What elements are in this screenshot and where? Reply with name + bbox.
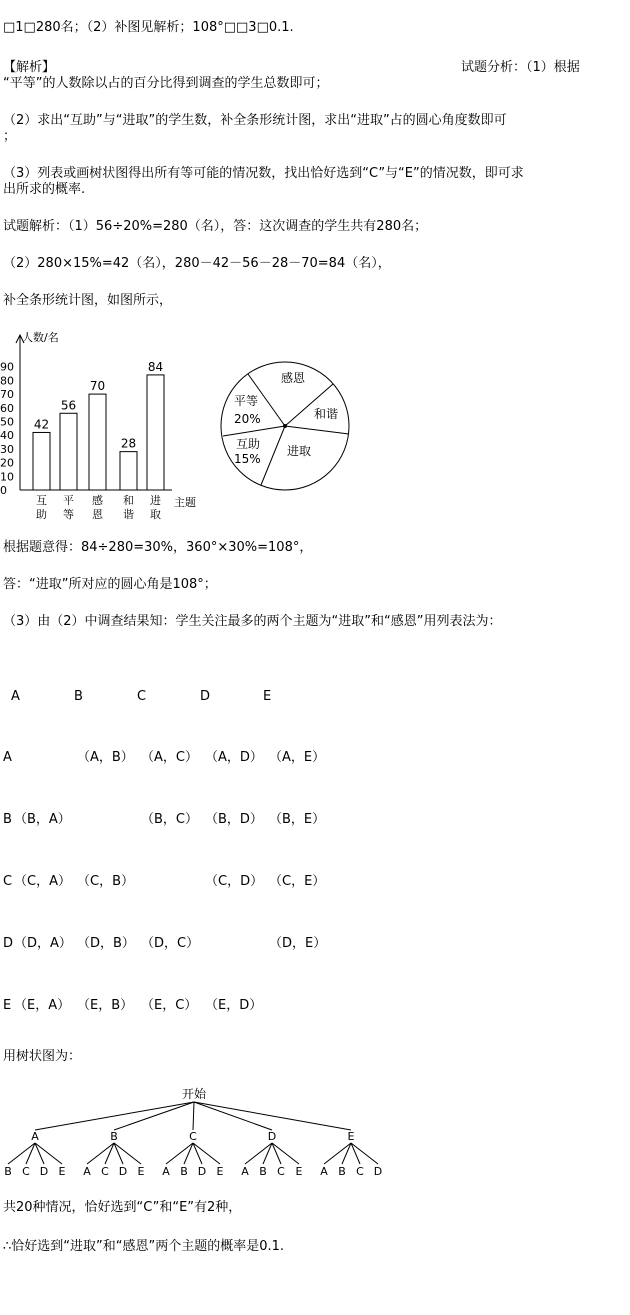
pie-chart [218,360,358,494]
x-tick-label: 助 [36,508,47,521]
solution-part-1: 试题解析：（1）56÷20%=280（名），答：这次调查的学生共有280名； [3,219,428,234]
y-tick-label: 90 [0,360,14,374]
tree-branch-node: B [110,1130,118,1143]
pie-label-hexie: 和谐 [314,407,339,421]
analysis-step-2: （2）求出“互助”与“进取”的学生数，补全条形统计图，求出“进取”占的圆心角度数即可 [3,113,507,128]
table-cell: （A，E） [269,750,326,765]
x-tick-label: 平 [63,494,74,507]
table-cell: （B，E） [269,812,326,827]
table-cell: （B，D） [205,812,263,827]
table-row-header: A [3,750,12,765]
tree-edge [114,1102,194,1130]
tree-edge [194,1102,351,1130]
pie-divider [223,426,285,436]
pie-divider [285,426,349,434]
table-cell: （A，B） [77,750,134,765]
bar-chart [0,326,215,526]
table-cell: （C，B） [77,874,134,889]
tree-leaf-node: A [320,1165,328,1178]
bar-value-label: 28 [120,436,137,451]
conclusion-count: 共20种情况，恰好选到“C”和“E”有2种， [3,1200,242,1215]
y-tick-label: 0 [0,484,7,497]
pie-label-pingdeng: 平等 [234,394,259,408]
analysis-step-3: （3）列表或画树状图得出所有等可能的情况数，找出恰好选到“C”与“E”的情况数，即可求 [3,166,524,181]
pie-divider [261,426,285,485]
table-cell: （D，B） [77,936,135,951]
table-cell: （E，B） [77,998,134,1013]
table-cell: （A，D） [205,750,263,765]
table-cell: （B，A） [14,812,71,827]
tree-leaf-node: B [4,1165,12,1178]
solution-answer: 答：“进取”所对应的圆心角是108°； [3,577,217,592]
tree-branch-node: D [267,1130,277,1143]
y-tick-label: 60 [0,401,14,415]
tree-leaf-node: B [338,1165,346,1178]
tree-root: 开始 [181,1087,207,1101]
table-cell: （C，A） [14,874,71,889]
y-tick-label: 40 [0,429,14,443]
bar-value-label: 42 [33,417,50,432]
table-row-header: D [3,936,14,951]
tree-edge [193,1102,194,1130]
bar-value-label: 56 [60,398,77,413]
tree-branch-node: A [31,1130,39,1143]
tree-intro: 用树状图为： [3,1049,82,1064]
table-row-header: B [3,812,12,827]
bar [33,432,50,490]
table-cell: （E，D） [205,998,263,1013]
pie-center-dot [283,424,287,428]
table-row-header: E [3,998,12,1013]
bar [89,394,106,490]
table-header-cell: B [74,689,83,704]
tree-leaf-node: B [259,1165,267,1178]
analysis-tag: 【解析】 [3,60,56,75]
tree-leaf-node: D [373,1165,383,1178]
tree-leaf-node: A [83,1165,91,1178]
bar [120,452,137,490]
x-tick-label: 进 [150,494,161,507]
table-row-header: C [3,874,13,889]
bar-value-label: 84 [147,359,164,374]
y-tick-label: 80 [0,374,14,388]
tree-leaf-node: E [137,1165,145,1178]
pie-pct-huzhu: 15% [234,452,261,466]
y-tick-label: 20 [0,456,14,470]
tree-leaf-node: D [118,1165,128,1178]
tree-edge [194,1102,272,1130]
bar-value-label: 70 [89,379,106,394]
tree-leaf-node: C [277,1165,285,1178]
x-tick-label: 和 [123,494,134,507]
table-cell: （B，C） [141,812,198,827]
tree-branch-node: C [189,1130,197,1143]
bar [147,375,164,490]
table-header-cell: C [137,689,147,704]
solution-part-2: （2）280×15%=42（名），280－42－56－28－70=84（名）， [3,256,391,271]
pie-pct-pingdeng: 20% [234,412,261,426]
analysis-step-1: “平等”的人数除以占的百分比得到调查的学生总数即可； [3,76,329,91]
tree-leaf-node: C [356,1165,364,1178]
tree-leaf-node: B [180,1165,188,1178]
x-axis-label: 主题 [174,496,196,509]
tree-leaf-node: E [58,1165,66,1178]
table-header-cell: E [263,689,272,704]
x-tick-label: 谐 [123,508,134,521]
pie-label-jinqu: 进取 [287,444,312,458]
y-tick-label: 10 [0,470,14,484]
tree-branch-node: E [347,1130,355,1143]
y-axis-label: 人数/名 [22,331,59,344]
y-tick-label: 30 [0,442,14,456]
table-header-cell: D [200,689,211,704]
solution-angle-calc: 根据题意得：84÷280=30%，360°×30%=108°， [3,540,313,555]
table-cell: （C，D） [205,874,264,889]
analysis-step-2-end: ； [3,129,17,144]
table-cell: （C，E） [269,874,326,889]
x-tick-label: 互 [36,494,47,507]
tree-leaf-node: D [197,1165,207,1178]
tree-leaf-node: C [22,1165,30,1178]
table-cell: （D，E） [269,936,327,951]
answer-summary-line: □1□280名；（2）补图见解析；108°□□3□0.1. [3,20,294,35]
x-tick-label: 等 [63,508,74,521]
analysis-step-3-end: 出所求的概率. [3,182,86,197]
tree-leaf-node: E [216,1165,224,1178]
tree-leaf-node: A [241,1165,249,1178]
tree-leaf-node: E [295,1165,303,1178]
table-header-cell: A [11,689,20,704]
y-tick-label: 70 [0,388,14,402]
table-cell: （E，A） [14,998,71,1013]
y-tick-label: 50 [0,415,14,429]
bar [60,413,77,490]
x-tick-label: 取 [150,508,161,521]
tree-diagram [0,1084,390,1184]
solution-part-2-chart-note: 补全条形统计图，如图所示， [3,293,173,308]
pie-label-ganen: 感恩 [281,371,306,385]
conclusion-probability: ∴恰好选到“进取”和“感恩”两个主题的概率是0.1. [3,1239,285,1254]
tree-leaf-node: C [101,1165,109,1178]
analysis-intro: 试题分析：（1）根据 [461,60,580,75]
x-tick-label: 恩 [92,508,103,521]
table-cell: （E，C） [141,998,198,1013]
table-cell: （A，C） [141,750,198,765]
solution-part-3: （3）由（2）中调查结果知：学生关注最多的两个主题为“进取”和“感恩”用列表法为： [3,614,502,629]
tree-leaf-node: A [162,1165,170,1178]
table-cell: （D，A） [14,936,72,951]
x-tick-label: 感 [92,494,103,507]
tree-edge [35,1102,194,1130]
tree-leaf-node: D [39,1165,49,1178]
table-cell: （D，C） [141,936,200,951]
pie-label-huzhu: 互助 [236,437,261,451]
